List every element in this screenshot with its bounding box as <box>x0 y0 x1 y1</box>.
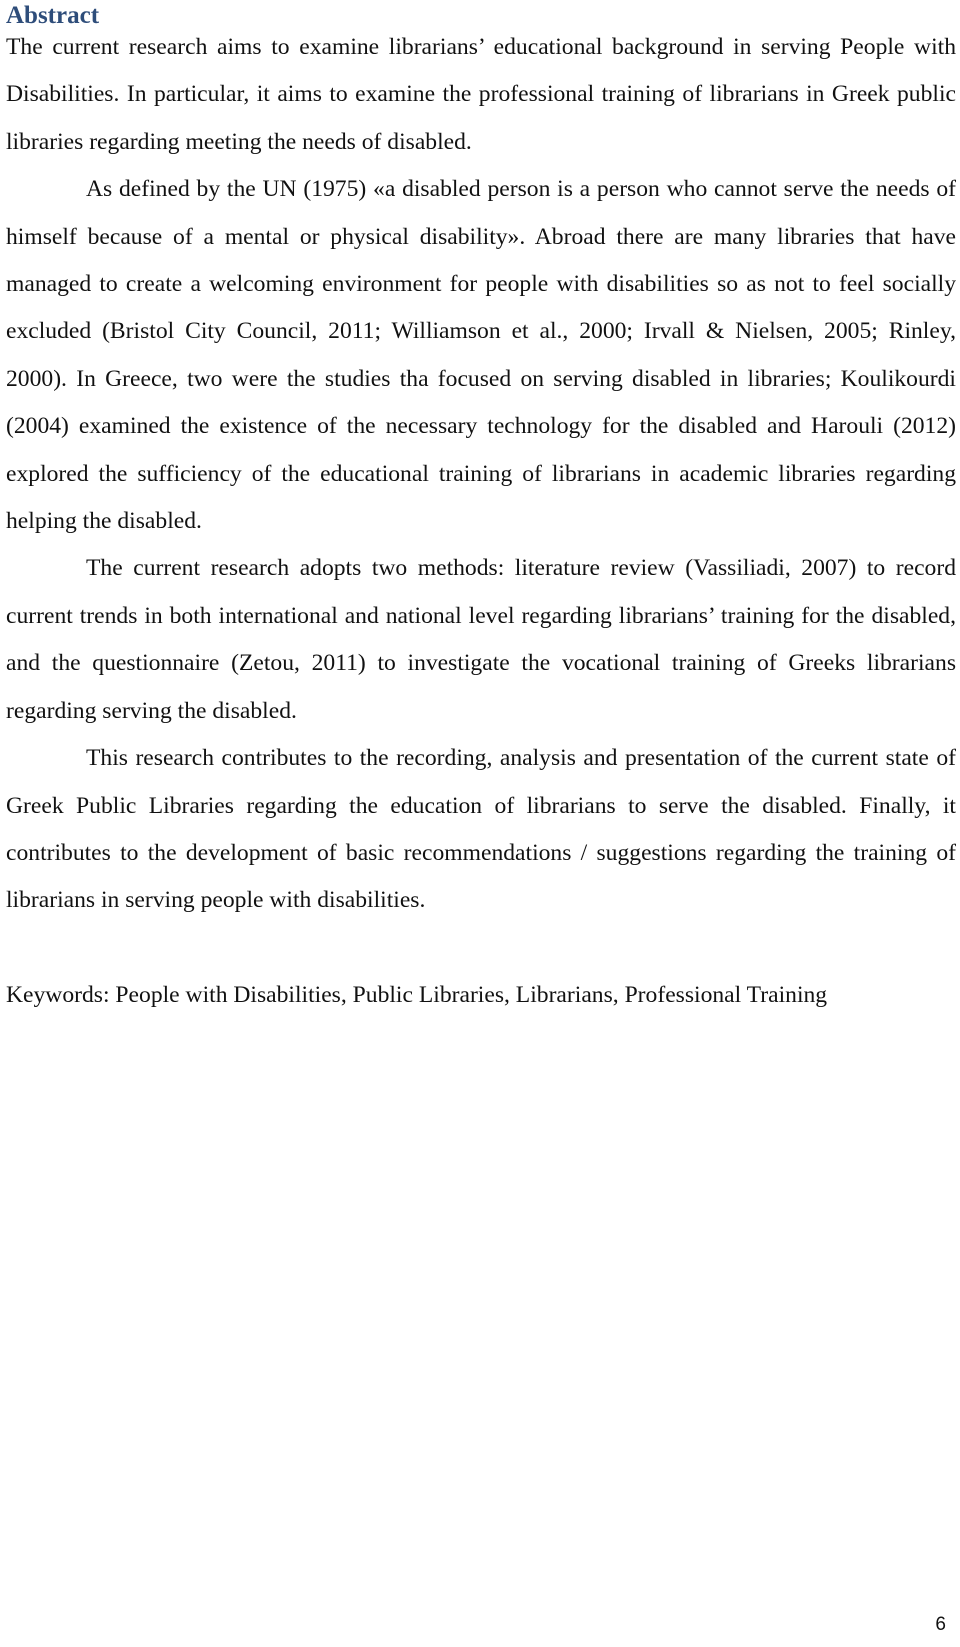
page-number: 6 <box>935 1614 946 1635</box>
abstract-paragraph-3: The current research adopts two methods: literature review (Vassiliadi, 2007) to record current trends in both international and national level regarding librarians’ training for the disabled, and the questionnaire (Zetou, 2011) to investigate the vocational training of Greeks librarians regarding serving the disabled. <box>6 555 956 724</box>
keywords-line: Keywords: People with Disabilities, Public Libraries, Librarians, Professional Training <box>6 981 828 1008</box>
document-page <box>6 0 956 1019</box>
abstract-paragraph-4: This research contributes to the recording, analysis and presentation of the current state of Greek Public Libraries regarding the education of librarians to serve the disabled. Finally, it contributes to the development of basic recommendations / suggestions regarding the training of librarians in serving people with disabilities. <box>6 745 956 914</box>
abstract-paragraph-1: The current research aims to examine librarians’ educational background in serving People with Disabilities. In particular, it aims to examine the professional training of librarians in Greek public libraries regarding meeting the needs of disabled. <box>6 34 956 155</box>
section-heading: Abstract <box>6 2 100 29</box>
abstract-paragraph-2: As defined by the UN (1975) «a disabled person is a person who cannot serve the needs of himself because of a mental or physical disability». Abroad there are many libraries that have managed to create a welcoming environment for people with disabilities so as not to feel socially excluded (Bristol City Council, 2011; Williamson et al., 2000; Irvall & Nielsen, 2005; Rinley, 2000). In Greece, two were the studies tha focused on serving disabled in libraries; Koulikourdi (2004) examined the existence of the necessary technology for the disabled and Harouli (2012) explored the sufficiency of the educational training of librarians in academic libraries regarding helping the disabled. <box>6 176 956 535</box>
